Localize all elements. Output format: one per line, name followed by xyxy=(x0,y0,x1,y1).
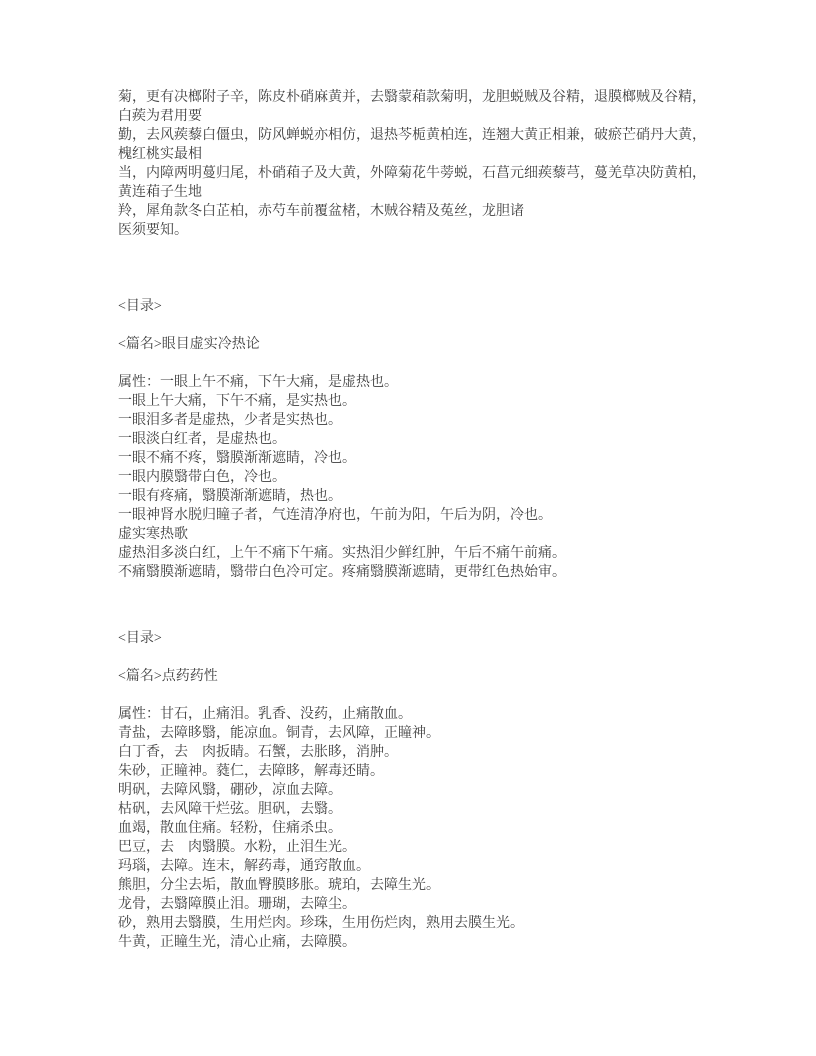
intro-paragraph xyxy=(118,88,726,240)
text-line: 玛瑙，去障。连末，解药毒，通窍散血。 xyxy=(118,859,370,874)
text-line: 龙骨，去翳障膜止泪。珊瑚，去障尘。 xyxy=(118,897,356,912)
catalog-marker: <目录> xyxy=(118,631,162,646)
text-line: 枯矾，去风障干烂弦。胆矾，去翳。 xyxy=(118,802,342,817)
text-line: 一眼上午大痛，下午不痛，是实热也。 xyxy=(118,394,356,409)
text-line: 当，内障两明蔓归尾，朴硝葙子及大黄，外障菊花牛蒡蜕，石菖元细蒺藜芎，蔓羌草决防黄柏， xyxy=(118,166,706,181)
text-line: 黄连葙子生地 xyxy=(118,185,202,200)
text-line: 朱砂，正瞳神。蕤仁，去障眵，解毒还睛。 xyxy=(118,764,384,779)
text-line: 医须要知。 xyxy=(118,223,188,238)
text-line: 虚热泪多淡白红，上午不痛下午痛。实热泪少鲜红肿，午后不痛午前痛。 xyxy=(118,546,566,561)
section-body-eye-theory xyxy=(118,373,726,582)
text-line: 虚实寒热歌 xyxy=(118,527,188,542)
section-title-medicine: <篇名>点药药性 xyxy=(118,669,218,684)
text-line: 砂，熟用去翳膜，生用烂肉。珍珠，生用伤烂肉，熟用去膜生光。 xyxy=(118,916,524,931)
text-line: 一眼淡白红者，是虚热也。 xyxy=(118,432,286,447)
text-line: 属性：甘石，止痛泪。乳香、没药，止痛散血。 xyxy=(118,707,412,722)
text-line: 一眼有疼痛，翳膜渐渐遮睛，热也。 xyxy=(118,489,342,504)
text-line: 羚，犀角款冬白芷柏，赤芍车前覆盆楮，木贼谷精及菟丝，龙胆诸 xyxy=(118,204,524,219)
catalog-marker: <目录> xyxy=(118,299,162,314)
text-line: 勤，去风蒺藜白僵虫，防风蝉蜕亦相仿，退热芩栀黄柏连，连翘大黄正相兼，破瘀芒硝丹大黄， xyxy=(118,128,706,143)
text-line: 一眼神肾水脱归瞳子者，气连清净府也，午前为阳，午后为阴，冷也。 xyxy=(118,508,552,523)
text-line: 白丁香，去 肉扳睛。石蟹，去胀眵，消肿。 xyxy=(118,745,398,760)
text-line: 槐红桃实最相 xyxy=(118,147,202,162)
text-line: 血竭，散血住痛。轻粉，住痛杀虫。 xyxy=(118,821,342,836)
text-line: 白蒺为君用要 xyxy=(118,109,202,124)
text-line: 一眼泪多者是虚热，少者是实热也。 xyxy=(118,413,342,428)
text-line: 菊，更有决榔附子辛，陈皮朴硝麻黄并，去翳蒙葙款菊明，龙胆蜕贼及谷精，退膜榔贼及谷精， xyxy=(118,90,706,105)
text-line: 一眼不痛不疼，翳膜渐渐遮睛，冷也。 xyxy=(118,451,356,466)
section-title-eye-theory: <篇名>眼目虚实冷热论 xyxy=(118,337,260,352)
text-line: 牛黄，正瞳生光，清心止痛，去障膜。 xyxy=(118,935,356,950)
text-line: 巴豆，去 肉翳膜。水粉，止泪生光。 xyxy=(118,840,356,855)
text-line: 属性：一眼上午不痛，下午大痛，是虚热也。 xyxy=(118,375,398,390)
section-body-medicine xyxy=(118,705,726,952)
text-line: 熊胆，分尘去垢，散血臀膜眵胀。琥珀，去障生光。 xyxy=(118,878,440,893)
text-line: 明矾，去障风翳，硼砂，凉血去障。 xyxy=(118,783,342,798)
text-line: 一眼内膜翳带白色，冷也。 xyxy=(118,470,286,485)
text-line: 青盐，去障眵翳，能凉血。铜青，去风障，正瞳神。 xyxy=(118,726,440,741)
text-line: 不痛翳膜渐遮睛，翳带白色冷可定。疼痛翳膜渐遮睛，更带红色热始审。 xyxy=(118,565,566,580)
